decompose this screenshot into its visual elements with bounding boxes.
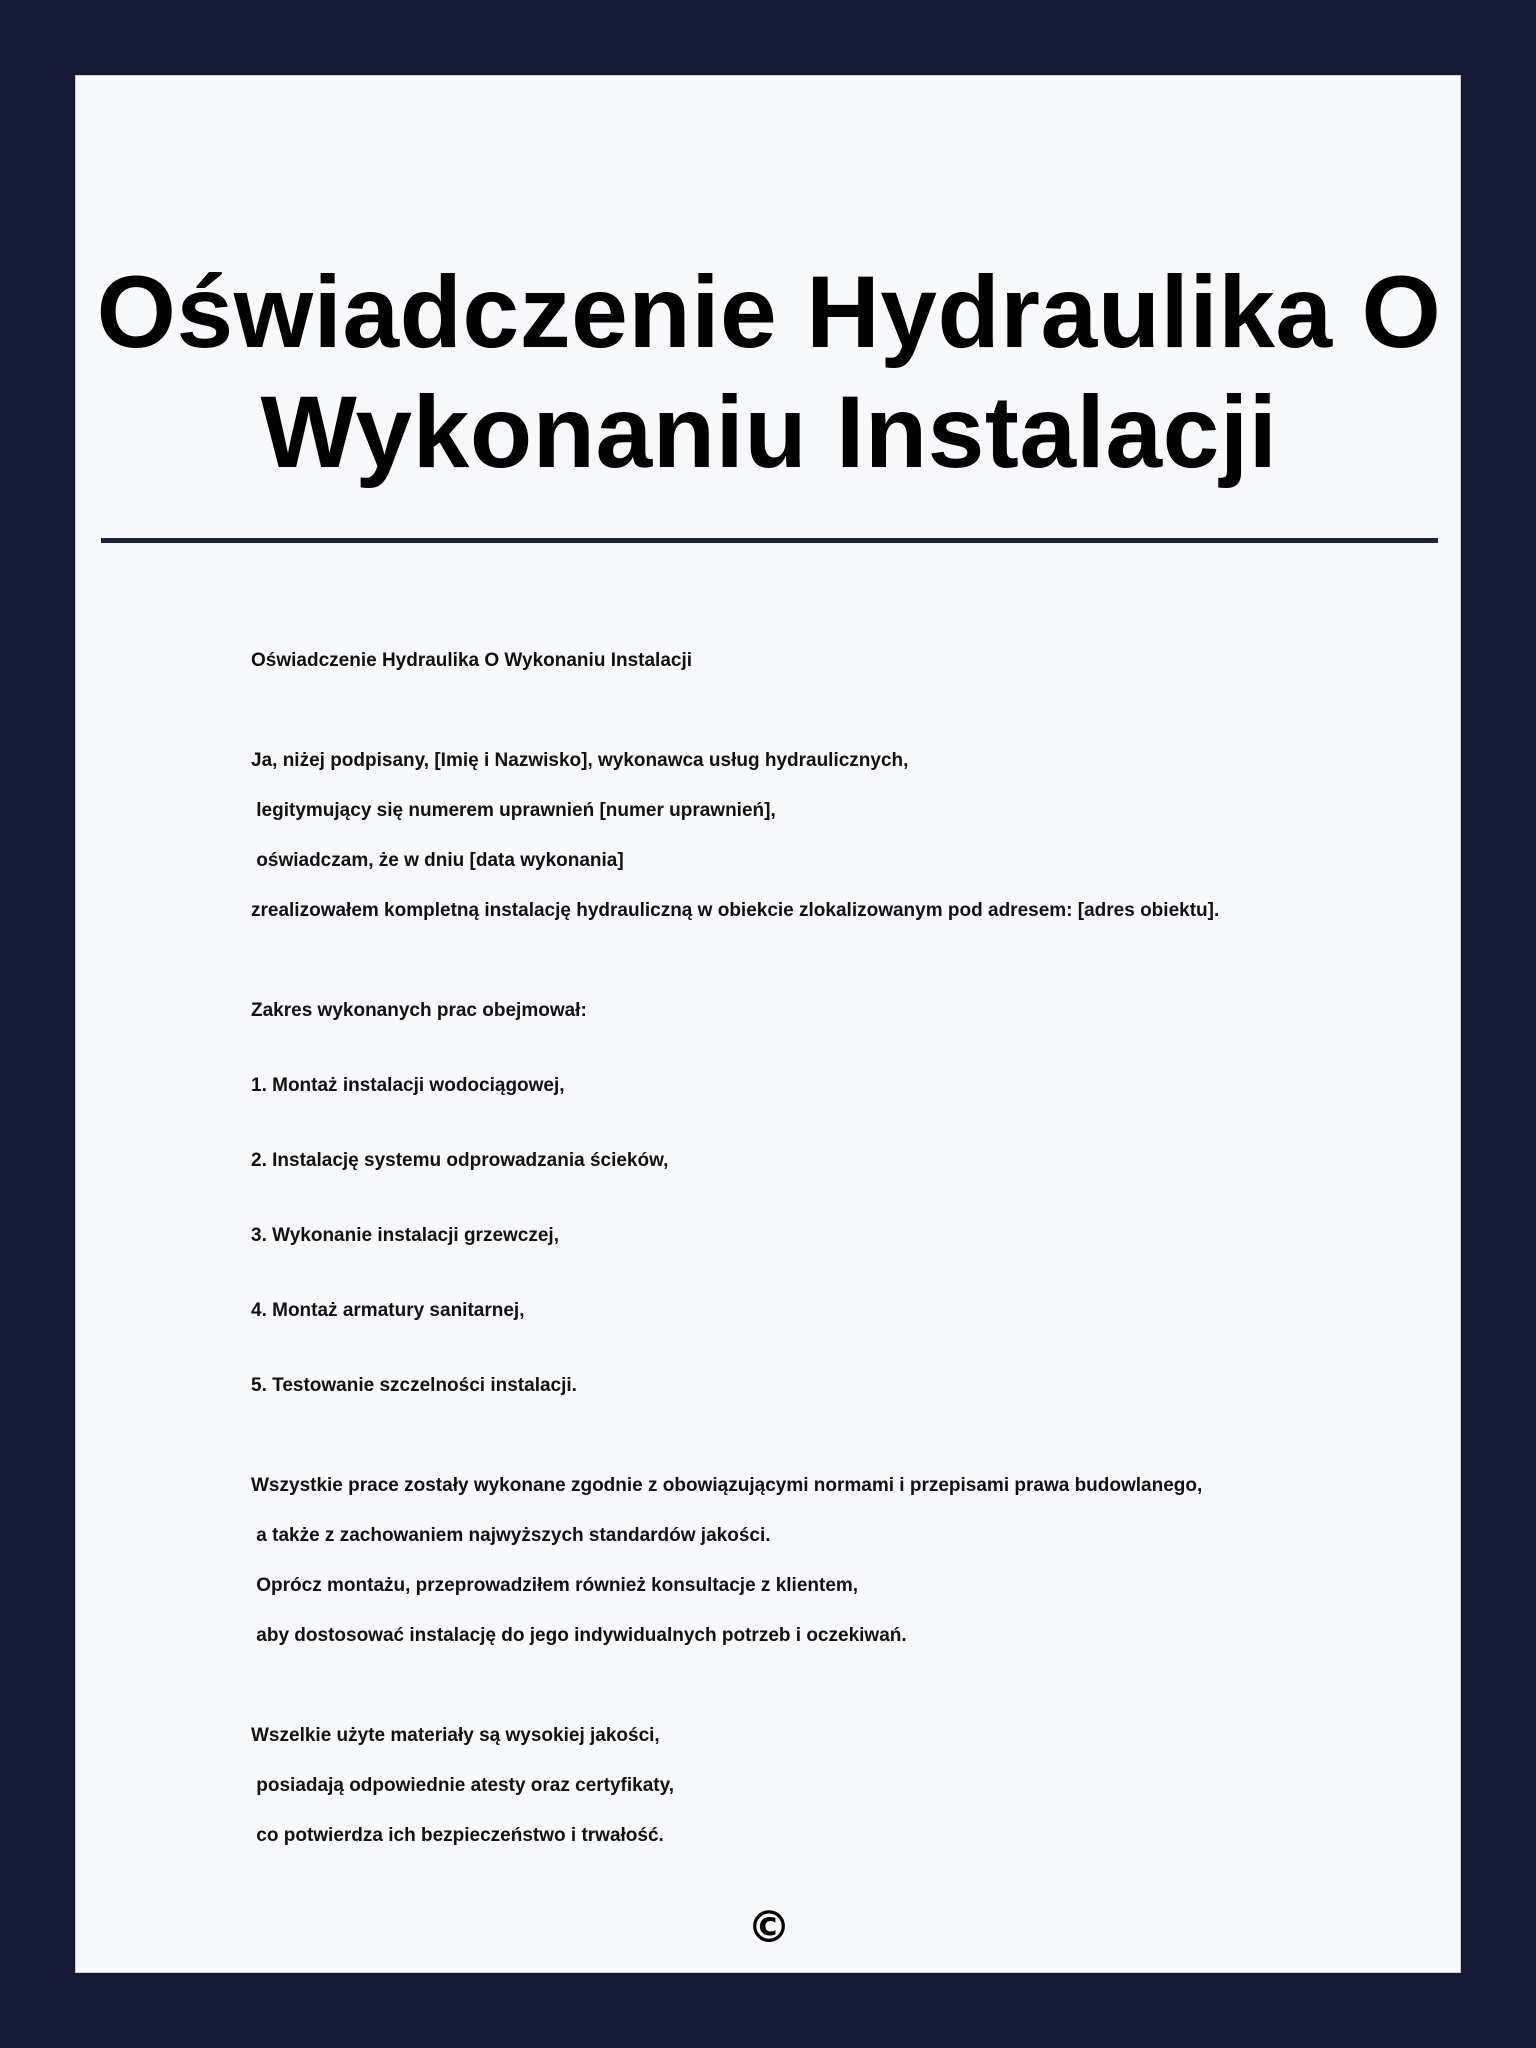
compliance-line: a także z zachowaniem najwyższych standardów jakości. xyxy=(251,1525,771,1546)
scope-item: 1. Montaż instalacji wodociągowej, xyxy=(251,1075,565,1096)
materials-line: co potwierdza ich bezpieczeństwo i trwałość. xyxy=(251,1825,664,1846)
page-title: Oświadczenie Hydraulika O Wykonaniu Instalacji xyxy=(96,255,1442,489)
materials-line: Wszelkie użyte materiały są wysokiej jakości, xyxy=(251,1725,660,1746)
copyright-symbol: © xyxy=(747,1902,791,1953)
title-divider xyxy=(101,538,1438,543)
intro-line: zrealizowałem kompletną instalację hydrauliczną w obiekcie zlokalizowanym pod adresem: [adres obiektu]. xyxy=(251,900,1220,921)
intro-line: legitymujący się numerem uprawnień [numer uprawnień], xyxy=(251,800,776,821)
compliance-line: aby dostosować instalację do jego indywidualnych potrzeb i oczekiwań. xyxy=(251,1625,907,1646)
scope-item: 4. Montaż armatury sanitarnej, xyxy=(251,1300,525,1321)
compliance-line: Oprócz montażu, przeprowadziłem również konsultacje z klientem, xyxy=(251,1575,859,1596)
scope-heading: Zakres wykonanych prac obejmował: xyxy=(251,1000,587,1021)
scope-item: 3. Wykonanie instalacji grzewczej, xyxy=(251,1225,559,1246)
document-page xyxy=(75,75,1461,1973)
scope-item: 5. Testowanie szczelności instalacji. xyxy=(251,1375,577,1396)
document-heading: Oświadczenie Hydraulika O Wykonaniu Instalacji xyxy=(251,650,693,671)
compliance-line: Wszystkie prace zostały wykonane zgodnie z obowiązującymi normami i przepisami prawa budowlanego, xyxy=(251,1475,1203,1496)
intro-line: Ja, niżej podpisany, [Imię i Nazwisko], wykonawca usług hydraulicznych, xyxy=(251,750,909,771)
materials-line: posiadają odpowiednie atesty oraz certyfikaty, xyxy=(251,1775,675,1796)
intro-line: oświadczam, że w dniu [data wykonania] xyxy=(251,850,624,871)
scope-item: 2. Instalację systemu odprowadzania ścieków, xyxy=(251,1150,669,1171)
